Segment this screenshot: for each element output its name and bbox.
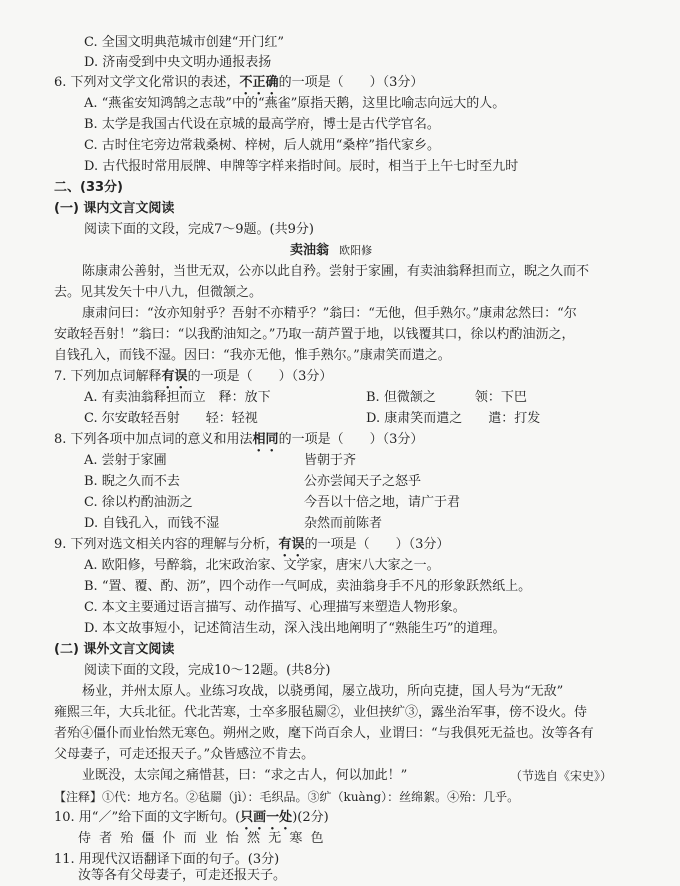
passage2-p1-line4: 父母妻子，可走还报天子。”众皆感泣不肯去。 <box>54 747 315 762</box>
q9-option-b: B. “置、覆、酌、沥”，四个动作一气呵成，卖油翁身手不凡的形象跃然纸上。 <box>84 579 532 594</box>
section-2-heading: 二、(33分) <box>54 180 123 195</box>
passage1-title: 卖油翁 <box>290 243 330 258</box>
q10-stem-key: 只画一处 <box>240 810 293 825</box>
q6-stem-key: 不正确 <box>239 75 279 90</box>
passage2-intro: 阅读下面的文段，完成10～12题。(共8分) <box>84 663 331 678</box>
q8-option-b-right: 公亦尝闻天子之怒乎 <box>304 474 422 489</box>
section-2-sub2: (二) 课外文言文阅读 <box>54 642 175 657</box>
section-2-sub1: (一) 课内文言文阅读 <box>54 201 175 216</box>
q7-stem-pre: 7. 下列加点词解释 <box>54 369 162 384</box>
q5-option-c: C. 全国文明典范城市创建“开门红” <box>84 35 285 50</box>
q9-stem-post: 的一项是（ ）（3分） <box>304 537 450 552</box>
q8-option-c-right: 今吾以十倍之地，请广于君 <box>304 495 461 510</box>
q7-stem-post: 的一项是（ ）（3分） <box>187 369 333 384</box>
q6-option-b: B. 太学是我国古代设在京城的最高学府，博士是古代学官名。 <box>84 117 440 132</box>
q8-option-d-right: 杂然而前陈者 <box>304 516 383 531</box>
q9-option-c: C. 本文主要通过语言描写、动作描写、心理描写来塑造人物形象。 <box>84 600 466 615</box>
q7-option-d: D. 康肃笑而遣之 遣：打发 <box>366 411 541 426</box>
q8-option-b-left: B. 睨之久而不去 <box>84 474 180 489</box>
q8-stem-pre: 8. 下列各项中加点词的意义和用法 <box>54 432 253 447</box>
passage2-notes: 【注释】①代：地方名。②毡罽（jì）：毛织品。③纩（kuàng）：丝绵絮。④殆：几乎。 <box>54 790 520 804</box>
q10-stem-post: )(2分) <box>292 810 329 825</box>
q8-stem-post: 的一项是（ ）（3分） <box>278 432 424 447</box>
q11-partial-line: 汝等各有父母妻子，可走还报天子。 <box>78 868 287 883</box>
q8-stem-key: 相同 <box>252 432 279 447</box>
passage2-p2: 业既没，太宗闻之痛惜甚，曰：“求之古人，何以加此！” <box>82 768 408 783</box>
passage1-p2-line3: 自钱孔入，而钱不湿。因曰：“我亦无他，惟手熟尔。”康肃笑而遣之。 <box>54 348 451 363</box>
q8-option-d-left: D. 自钱孔入，而钱不湿 <box>84 516 220 531</box>
passage1-p2-line1: 康肃问曰：“汝亦知射乎？吾射不亦精乎？”翁曰：“无他，但手熟尔。”康肃忿然曰：“尔 <box>82 306 577 321</box>
q7-option-a: A. 有卖油翁释担而立 释：放下 <box>84 390 271 405</box>
q8-option-a-right: 皆朝于齐 <box>304 453 357 468</box>
q9-option-d: D. 本文故事短小，记述简洁生动，深入浅出地阐明了“熟能生巧”的道理。 <box>84 621 506 636</box>
passage1-intro: 阅读下面的文段，完成7～9题。(共9分) <box>84 222 314 237</box>
q7-option-c: C. 尔安敢轻吾射 轻：轻视 <box>84 411 258 426</box>
q5-option-d: D. 济南受到中央文明办通报表扬 <box>84 55 272 70</box>
passage1-author: 欧阳修 <box>339 244 373 257</box>
passage1-p1-line1: 陈康肃公善射，当世无双，公亦以此自矜。尝射于家圃，有卖油翁释担而立，睨之久而不 <box>82 264 590 279</box>
passage1-title-line <box>290 241 372 261</box>
passage2-p1-line2: 雍熙三年，大兵北征。代北苦寒，士卒多服毡罽②，业但挟纩③，露坐治军事，傍不设火。侍 <box>54 705 588 720</box>
q8-option-a-left: A. 尝射于家圃 <box>84 453 167 468</box>
q9-option-a: A. 欧阳修，号醉翁，北宋政治家、文学家，唐宋八大家之一。 <box>84 558 440 573</box>
q6-option-a: A. “燕雀安知鸿鹄之志哉”中的“燕雀”原指天鹅，这里比喻志向远大的人。 <box>84 96 506 111</box>
passage1-p2-line2: 安敢轻吾射！”翁曰：“以我酌油知之。”乃取一葫芦置于地，以钱覆其口，徐以杓酌油沥之， <box>54 327 575 342</box>
q7-option-b: B. 但微颔之 领：下巴 <box>366 390 527 405</box>
q6-option-c: C. 古时住宅旁边常栽桑树、梓树，后人就用“桑梓”指代家乡。 <box>84 138 441 153</box>
q10-sentence: 侍 者 殆 僵 仆 而 业 怡 然 无 寒 色 <box>78 831 326 846</box>
q6-option-d: D. 古代报时常用辰牌、申牌等字样来指时间。辰时，相当于上午七时至九时 <box>84 159 519 174</box>
q9-stem-key: 有误 <box>278 537 305 552</box>
passage1-p1-line2: 去。见其发矢十中八九，但微颔之。 <box>54 285 263 300</box>
q6-stem-post: 的一项是（ ）（3分） <box>278 75 424 90</box>
q11-stem: 11. 用现代汉语翻译下面的句子。(3分) <box>54 852 280 867</box>
q9-stem-pre: 9. 下列对选文相关内容的理解与分析， <box>54 537 279 552</box>
q7-stem-key: 有误 <box>161 369 188 384</box>
passage2-p1-line1: 杨业，并州太原人。业练习攻战，以骁勇闻，屡立战功，所向克捷，国人号为“无敌” <box>82 684 564 699</box>
passage2-source: （节选自《宋史》） <box>510 769 613 783</box>
q10-stem-pre: 10. 用“／”给下面的文字断句。( <box>54 810 241 825</box>
passage2-p1-line3: 者殆④僵仆而业怡然无寒色。朔州之败，麾下尚百余人，业谓曰：“与我俱死无益也。汝等各有 <box>54 726 594 741</box>
q6-stem-pre: 6. 下列对文学文化常识的表述， <box>54 75 240 90</box>
q8-option-c-left: C. 徐以杓酌油沥之 <box>84 495 193 510</box>
